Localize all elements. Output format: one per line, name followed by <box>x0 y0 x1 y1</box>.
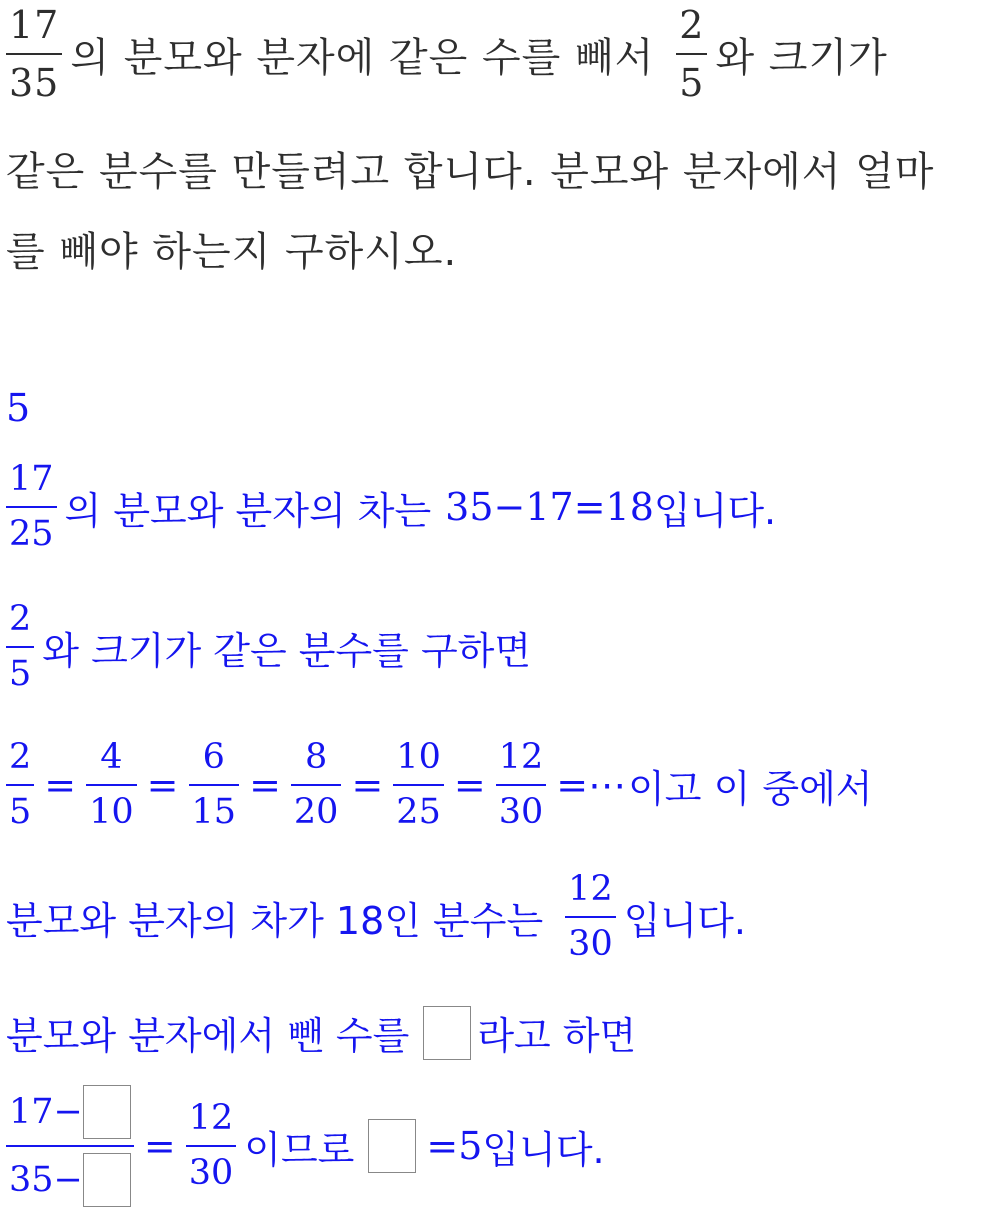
question-line-3: 를 빼야 하는지 구하시오. <box>6 229 458 275</box>
fraction-denominator: 25 <box>396 792 441 832</box>
question-text-2: 와 크기가 <box>715 34 888 81</box>
fraction-numerator: 2 <box>9 737 32 777</box>
equals-sign: = <box>351 763 384 807</box>
question-line-2: 같은 분수를 만들려고 합니다. 분모와 분자에서 얼마 <box>6 149 935 195</box>
fraction-denominator: 15 <box>191 792 237 832</box>
fraction-bar <box>6 53 62 55</box>
numerator-prefix: 17− <box>9 1091 83 1132</box>
question-line-1 <box>6 3 888 105</box>
equals-sign: = <box>44 763 77 807</box>
fraction-bar <box>565 916 616 918</box>
question-fraction-2-5 <box>676 3 707 105</box>
fraction-denominator <box>6 1153 134 1207</box>
answer-value: 5 <box>6 386 31 430</box>
explanation-line-3 <box>6 737 873 832</box>
explanation-text-3: 이고 이 중에서 <box>628 766 873 811</box>
fraction-numerator: 8 <box>305 737 328 777</box>
fraction-numerator: 17 <box>9 3 60 47</box>
fraction-numerator: 12 <box>188 1098 234 1138</box>
equivalent-fraction <box>393 737 444 832</box>
fraction-numerator: 17 <box>9 459 54 499</box>
equivalent-fraction <box>86 737 137 832</box>
fraction-numerator: 10 <box>396 737 441 777</box>
equivalent-fraction <box>189 737 240 832</box>
fraction-numerator: 4 <box>100 737 123 777</box>
fraction-numerator: 6 <box>202 737 225 777</box>
fraction-denominator: 5 <box>9 792 32 832</box>
fraction-denominator: 5 <box>679 61 705 105</box>
equals-sign: = <box>249 763 281 807</box>
explanation-fraction-12-30 <box>565 869 616 964</box>
fraction-bar <box>6 506 57 508</box>
explanation-line-2 <box>6 599 532 694</box>
explanation-line-4 <box>6 869 746 964</box>
fraction-denominator: 35 <box>9 61 60 105</box>
fraction-numerator <box>6 1085 134 1139</box>
explanation-text-6: 이므로 <box>244 1127 355 1172</box>
fraction-denominator: 10 <box>89 792 134 832</box>
explanation-tail-5: 라고 하면 <box>477 1014 637 1058</box>
ellipsis: =⋯ <box>556 763 627 807</box>
explanation-line-6 <box>6 1085 605 1207</box>
result-equation: =5 <box>426 1124 483 1168</box>
fraction-bar <box>189 784 240 786</box>
explanation-fraction-2-5 <box>6 599 34 694</box>
fraction-denominator: 25 <box>9 514 54 554</box>
fraction-numerator: 12 <box>568 869 613 909</box>
equation-fraction-12-30 <box>186 1098 237 1193</box>
equals-sign: = <box>453 763 486 807</box>
fraction-denominator: 30 <box>568 924 613 964</box>
denominator-prefix: 35− <box>9 1159 83 1200</box>
equals-sign: = <box>146 763 179 807</box>
fraction-denominator: 5 <box>9 654 32 694</box>
explanation-calc: 35−17=18 <box>445 485 654 529</box>
explanation-tail-4: 입니다. <box>623 898 746 943</box>
fraction-bar <box>393 784 444 786</box>
fraction-numerator: 12 <box>498 737 544 777</box>
explanation-fraction-17-25 <box>6 459 57 554</box>
fraction-numerator: 2 <box>679 3 705 47</box>
fraction-bar <box>6 784 34 786</box>
fraction-denominator: 30 <box>498 792 544 832</box>
blank-box <box>368 1119 416 1173</box>
fraction-bar <box>6 646 34 648</box>
fraction-denominator: 20 <box>293 792 339 832</box>
equals-sign: = <box>143 1124 176 1168</box>
fraction-bar <box>496 784 547 786</box>
blank-box <box>83 1153 131 1207</box>
explanation-text-4: 분모와 분자의 차가 18인 분수는 <box>6 898 544 943</box>
question-fraction-17-35 <box>6 3 62 105</box>
explanation-text-2: 와 크기가 같은 분수를 구하면 <box>42 628 532 673</box>
equivalent-fraction <box>496 737 547 832</box>
blank-box <box>83 1085 131 1139</box>
equation-fraction-with-blanks <box>6 1085 134 1207</box>
explanation-line-1 <box>6 459 777 554</box>
explanation-text-5: 분모와 분자에서 뺀 수를 <box>6 1014 410 1058</box>
fraction-bar <box>676 53 707 55</box>
fraction-bar <box>291 784 342 786</box>
fraction-denominator: 30 <box>188 1153 234 1193</box>
explanation-tail-6: 입니다. <box>482 1127 605 1172</box>
equivalent-fraction <box>6 737 34 832</box>
question-text-1: 의 분모와 분자에 같은 수를 빼서 <box>70 34 655 81</box>
explanation-line-5 <box>6 1005 636 1060</box>
fraction-numerator: 2 <box>9 599 32 639</box>
explanation-text-1: 의 분모와 분자의 차는 <box>64 488 432 533</box>
fraction-bar <box>6 1145 134 1147</box>
blank-box <box>423 1006 471 1060</box>
equivalent-fraction <box>291 737 342 832</box>
fraction-bar <box>86 784 137 786</box>
fraction-bar <box>186 1145 237 1147</box>
explanation-tail-1: 입니다. <box>653 488 777 533</box>
